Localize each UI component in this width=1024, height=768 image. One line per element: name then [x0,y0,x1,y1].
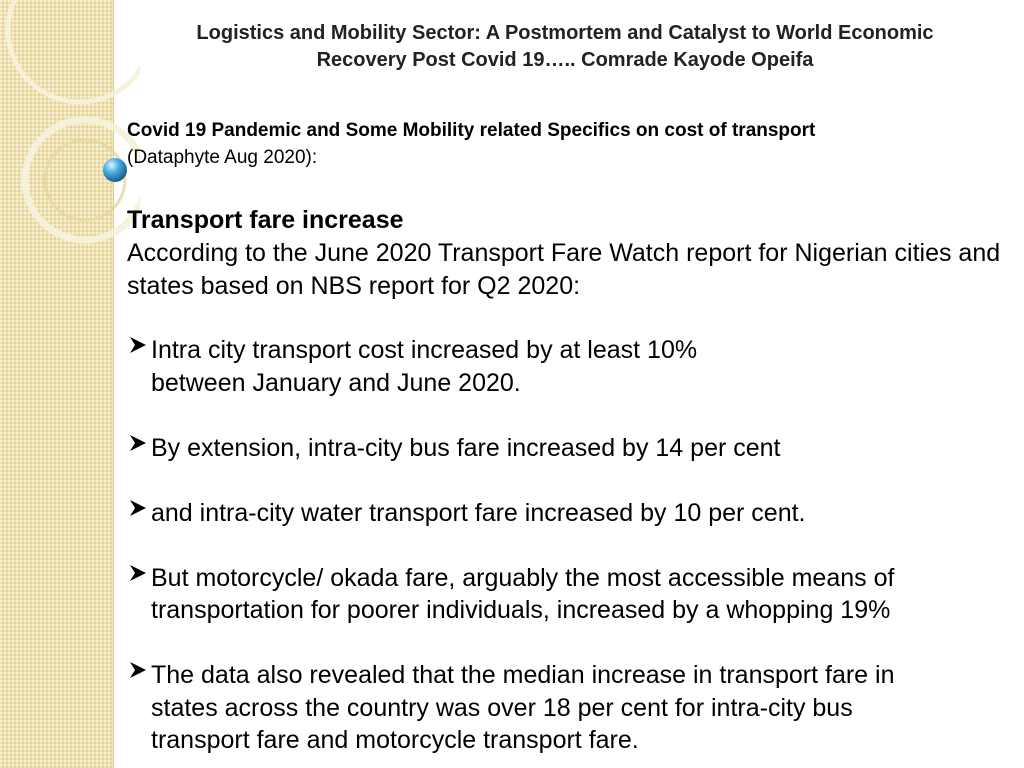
bullet-text: and intra-city water transport fare increased by 10 per cent. [151,498,806,527]
arrowhead-bullet-icon [128,660,148,680]
bullet-text: But motorcycle/ okada fare, arguably the most accessible means of transportation for poorer individuals, increased by a whopping 19% [151,563,895,624]
section-intro-text: According to the June 2020 Transport Fare Watch report for Nigerian cities and states based on NBS report for Q2 2020: [127,239,1001,300]
large-ring-shape [8,0,140,102]
arrowhead-bullet-icon [128,498,148,518]
subheading [127,117,1007,171]
bullet-text: Intra city transport cost increased by at least 10% between January and June 2020. [151,336,698,397]
arrowhead-bullet-icon [128,433,148,453]
section-intro [127,204,1007,303]
bullet-text: The data also revealed that the median increase in transport fare in states across the country was over 18 per cent for intra-city bus transport fare and motorcycle transport fare. [151,661,895,754]
arrowhead-bullet-icon [128,335,148,355]
bullet-text: By extension, intra-city bus fare increased by 14 per cent [151,433,781,462]
blue-bead-icon [103,158,127,182]
section-heading: Transport fare increase [127,206,404,234]
arrowhead-bullet-icon [128,563,148,583]
bullet-list [127,334,1007,768]
slide-title: Logistics and Mobility Sector: A Postmortem and Catalyst to World Economic Recovery Post Covid 19….. Comrade Kayode Opeifa [196,22,934,71]
bullet-item [127,659,1007,757]
decorative-rings [0,0,140,260]
medium-ring-shape [25,120,140,240]
bullet-item [127,334,1007,399]
bullet-item [127,497,1007,530]
subheading-source: (Dataphyte Aug 2020): [127,147,318,168]
bullet-item [127,432,1007,465]
subheading-bold: Covid 19 Pandemic and Some Mobility related Specifics on cost of transport [127,120,816,141]
bullet-item [127,562,1007,627]
